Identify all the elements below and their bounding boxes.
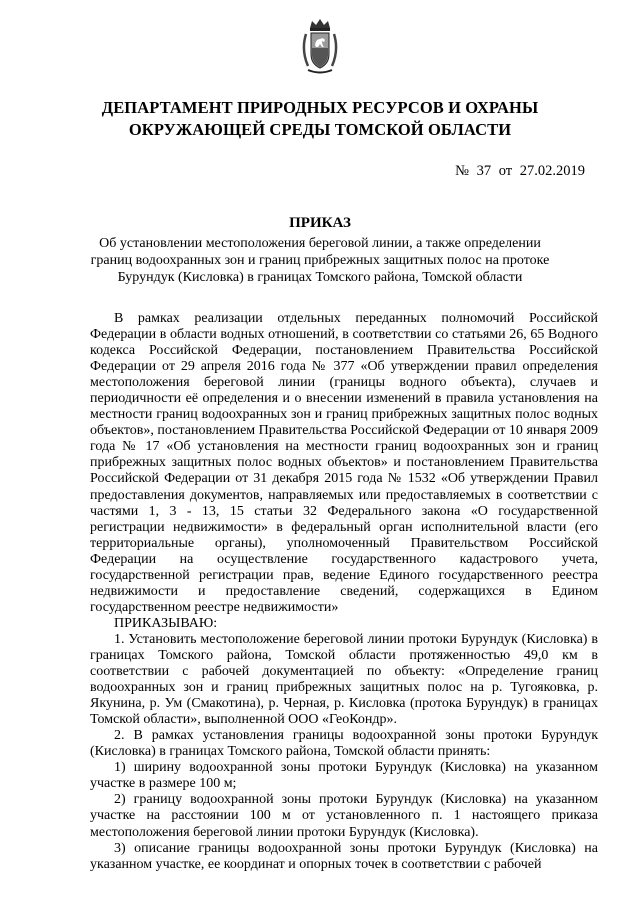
date-label: от: [498, 163, 513, 179]
item-2-paragraph: 2. В рамках установления границы водоохранной зоны протоки Бурундук (Кисловка) в границах Томского района, Томской области принять:: [90, 728, 598, 760]
item-2-3-paragraph: 3) описание границы водоохранной зоны протоки Бурундук (Кисловка) на указанном участке, ее координат и опорных точек в соответствии с рабочей: [90, 840, 598, 872]
document-title: ПРИКАЗ: [289, 215, 351, 231]
order-number: 37: [476, 163, 492, 179]
document-subtitle: Об установлении местоположения береговой линии, а также определении границ водоохранных зон и границ прибрежных защитных полос на протоке Бурундук (Кисловка) в границах Томского района, Томской области: [90, 236, 550, 285]
item-2-1-paragraph: 1) ширину водоохранной зоны протоки Бурундук (Кисловка) на указанном участке в размере 100 м;: [90, 760, 598, 792]
tomsk-oblast-coat-of-arms-icon: [300, 18, 340, 78]
department-name-line2: ОКРУЖАЮЩЕЙ СРЕДЫ ТОМСКОЙ ОБЛАСТИ: [128, 120, 512, 139]
item-1-paragraph: 1. Установить местоположение береговой линии протоки Бурундук (Кисловка) в границах Томского района, Томской области протяженностью 49,0 км в соответствии с рабочей документацией по объекту: «Определение границ водоохранных зон и границ прибрежных защитных полос на р. Тугояковка, р. Якунина, р. Ум (Смакотина), р. Черная, р. Кисловка (протока Бурундук) в границах Томской области», выполненной ООО «ГеоКондр».: [90, 631, 598, 728]
document-body: [90, 311, 598, 873]
department-name-line1: ДЕПАРТАМЕНТ ПРИРОДНЫХ РЕСУРСОВ И ОХРАНЫ: [101, 98, 539, 117]
order-date: 27.02.2019: [519, 163, 585, 179]
preamble-paragraph: В рамках реализации отдельных переданных полномочий Российской Федерации в области водных отношений, в соответствии со статьями 26, 65 Водного кодекса Российской Федерации, постановлением Правительства Российской Федерации от 29 апреля 2016 года № 377 «Об утверждении правил определения местоположения береговой линии (границы водного объекта), случаев и периодичности её определения и о внесении изменений в правила установления на местности границ водоохранных зон и границ прибрежных защитных полос водных объектов», постановлением Правительства Российской Федерации от 10 января 2009 года № 17 «Об установления на местности границ водоохранных зон и границ прибрежных защитных полос водных объектов» и постановлением Правительства Российской Федерации от 31 декабря 2015 года № 1532 «Об утверждении Правил предоставления документов, направляемых или предоставляемых в соответствии с частями 1, 3 - 13, 15 статьи 32 Федерального закона «О государственной регистрации недвижимости» в федеральный орган исполнительной власти (его территориальные органы), уполномоченный Правительством Российской Федерации на осуществление государственного кадастрового учета, государственной регистрации прав, ведение Единого государственного реестра недвижимости и предоставление сведений, содержащихся в Едином государственном реестре недвижимости»: [90, 311, 598, 615]
order-word: ПРИКАЗЫВАЮ:: [114, 615, 218, 631]
order-number-date: [451, 163, 585, 180]
item-2-2-paragraph: 2) границу водоохранной зоны протоки Бурундук (Кисловка) на указанном участке на расстоянии 100 м от установленного п. 1 настоящего приказа местоположения береговой линии протоки Бурундук (Кисловка).: [90, 792, 598, 840]
number-sign: №: [455, 163, 469, 179]
